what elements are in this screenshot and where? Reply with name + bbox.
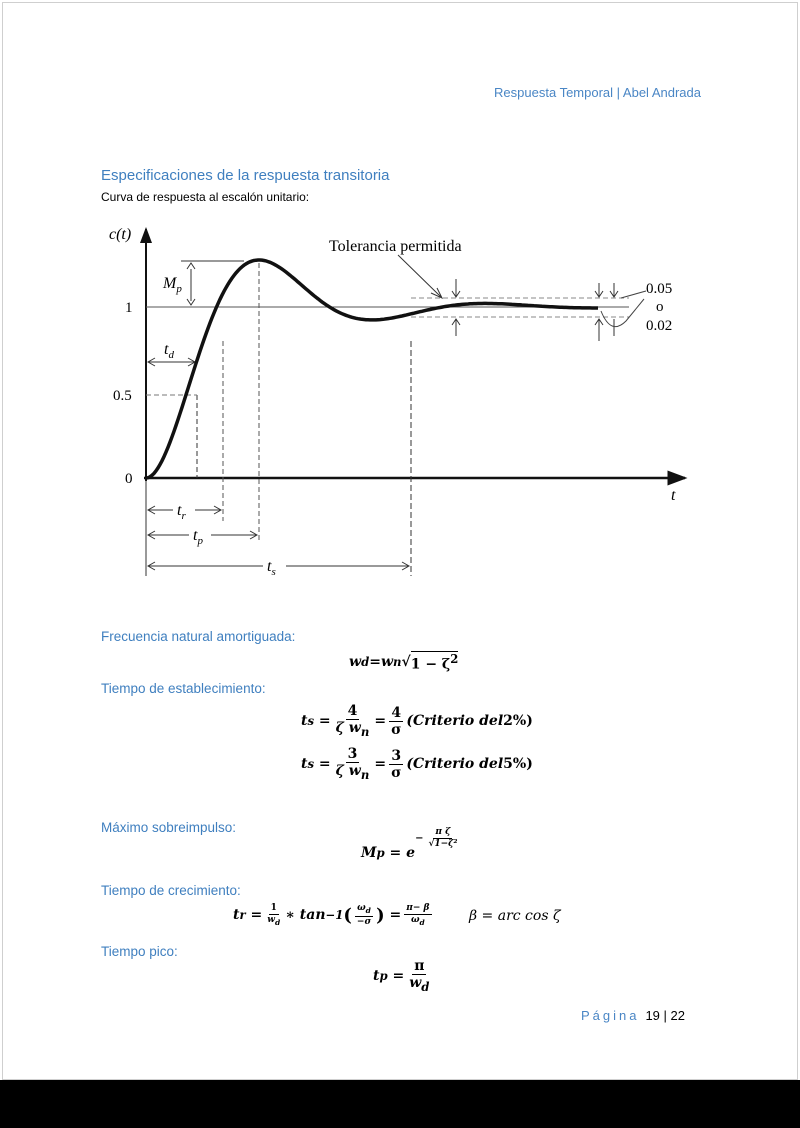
formula-tr: t r = $\frac{1}{w_d}$ ∗ tan −1 ( $\frac{\omega_d}{-\sigma}$ ) = $\frac{\pi- \beta}{\omega_d}$ <box>233 903 430 927</box>
bottom-bar <box>0 1080 800 1128</box>
y-tick-1: 1 <box>125 300 133 316</box>
document-page <box>2 2 798 1080</box>
tolerance-005: 0.05 <box>646 281 673 297</box>
formula-beta: β = arc cos ζ <box>469 908 561 924</box>
tp-label: $t_p$ <box>193 527 203 547</box>
label-mp: Máximo sobreimpulso: <box>101 820 237 835</box>
formula-ts-5pct: t s = $\frac{3}{\zeta w_n}$ = $\frac{3}{\sigma}$ (Criterio del 5%) <box>301 746 533 782</box>
tr-label: $t_r$ <box>177 502 186 522</box>
formula-mp: M p = e − $\frac{\text{π ζ}}{\text{√1−ζ²}}$ <box>361 827 458 861</box>
step-response-figure <box>1 1 800 601</box>
formula-tp: t p = $\frac{\pi}{w_d}$ <box>373 958 430 994</box>
mp-label: $M_p$ <box>163 275 182 295</box>
tolerance-002: 0.02 <box>646 318 673 334</box>
x-axis-label: t <box>671 487 676 504</box>
label-tr: Tiempo de crecimiento: <box>101 883 241 898</box>
label-wd: Frecuencia natural amortiguada: <box>101 629 296 644</box>
tolerance-or: o <box>656 299 664 315</box>
page-header: Respuesta Temporal | Abel Andrada <box>494 85 701 100</box>
formula-wd: w d = w n √ $1 - \zeta^2$ <box>349 652 459 673</box>
section-subtitle: Curva de respuesta al escalón unitario: <box>101 190 310 204</box>
page-footer: Página 19 | 22 <box>580 1008 685 1023</box>
ts-label: $t_s$ <box>267 558 276 578</box>
label-tp: Tiempo pico: <box>101 944 178 959</box>
y-tick-0.5: 0.5 <box>113 388 132 404</box>
td-label: $t_d$ <box>164 341 174 361</box>
tolerance-annotation: Tolerancia permitida <box>329 238 462 255</box>
y-axis-label: c(t) <box>109 226 132 243</box>
label-ts: Tiempo de establecimiento: <box>101 681 266 696</box>
section-title: Especificaciones de la respuesta transitoria <box>101 167 390 184</box>
response-curve <box>146 260 598 478</box>
formula-ts-2pct: t s = $\frac{4}{\zeta w_n}$ = $\frac{4}{\sigma}$ (Criterio del 2%) <box>301 703 533 739</box>
y-tick-0: 0 <box>125 471 133 487</box>
